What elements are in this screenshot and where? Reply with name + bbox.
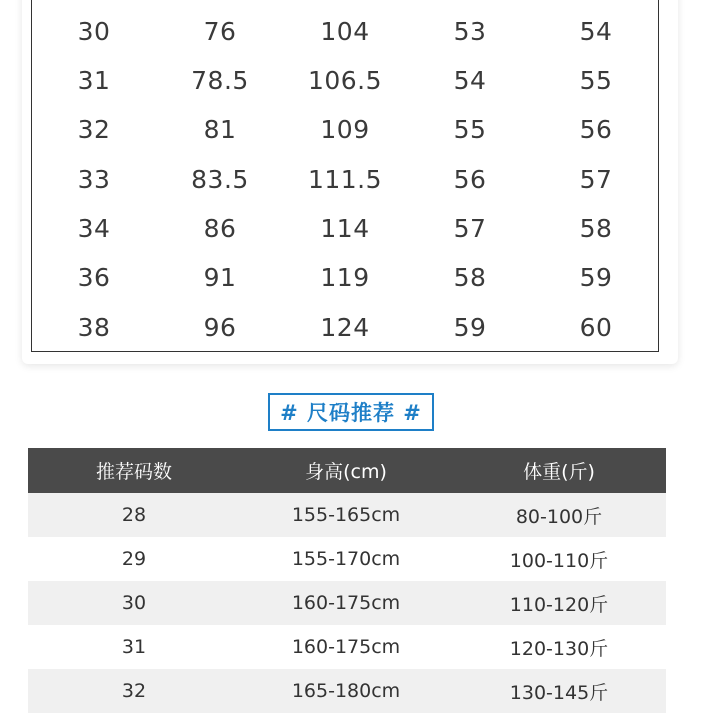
cell-size: 31 bbox=[121, 636, 147, 658]
size-cell: 57 bbox=[579, 165, 613, 194]
cell-height: 155-165cm bbox=[291, 504, 401, 526]
size-table-row bbox=[31, 56, 659, 105]
size-cell: 53 bbox=[453, 17, 487, 46]
size-cell: 119 bbox=[320, 263, 370, 292]
size-table-row bbox=[31, 303, 659, 352]
table-header-row bbox=[28, 448, 666, 493]
size-cell: 96 bbox=[203, 313, 237, 342]
size-cell: 83.5 bbox=[191, 165, 249, 194]
size-cell: 34 bbox=[77, 214, 111, 243]
size-cell: 91 bbox=[203, 263, 237, 292]
cell-size: 30 bbox=[121, 592, 147, 614]
cell-weight: 130-145斤 bbox=[509, 681, 609, 704]
size-cell: 114 bbox=[320, 214, 370, 243]
size-cell: 104 bbox=[320, 17, 370, 46]
column-header-size: 推荐码数 bbox=[95, 461, 172, 483]
column-header-weight: 体重(斤) bbox=[523, 461, 595, 483]
cell-height: 160-175cm bbox=[291, 636, 401, 658]
size-cell: 59 bbox=[579, 263, 613, 292]
table-row bbox=[28, 537, 666, 581]
size-cell: 76 bbox=[203, 17, 237, 46]
size-cell: 59 bbox=[453, 313, 487, 342]
size-recommendation-heading: # 尺码推荐 # bbox=[268, 393, 434, 431]
size-cell: 33 bbox=[77, 165, 111, 194]
cell-size: 28 bbox=[121, 504, 147, 526]
cell-size: 29 bbox=[121, 548, 147, 570]
size-cell: 30 bbox=[77, 17, 111, 46]
table-row bbox=[28, 581, 666, 625]
cell-height: 160-175cm bbox=[291, 592, 401, 614]
size-cell: 54 bbox=[579, 17, 613, 46]
size-cell: 56 bbox=[579, 115, 613, 144]
size-cell: 109 bbox=[320, 115, 370, 144]
size-table-row bbox=[31, 155, 659, 204]
size-cell: 38 bbox=[77, 313, 111, 342]
size-cell: 55 bbox=[453, 115, 487, 144]
size-cell: 78.5 bbox=[191, 66, 249, 95]
size-cell: 36 bbox=[77, 263, 111, 292]
cell-size: 32 bbox=[121, 680, 147, 702]
cell-weight: 80-100斤 bbox=[515, 505, 603, 528]
size-cell: 86 bbox=[203, 214, 237, 243]
size-table-row bbox=[31, 7, 659, 56]
size-cell: 60 bbox=[579, 313, 613, 342]
size-recommendation-table bbox=[28, 448, 666, 720]
cell-weight: 120-130斤 bbox=[509, 637, 609, 660]
size-cell: 81 bbox=[203, 115, 237, 144]
size-table-row bbox=[31, 204, 659, 253]
size-cell: 106.5 bbox=[307, 66, 383, 95]
size-cell: 54 bbox=[453, 66, 487, 95]
size-cell: 55 bbox=[579, 66, 613, 95]
table-row-partial bbox=[28, 713, 666, 720]
size-cell: 111.5 bbox=[307, 165, 383, 194]
size-cell: 32 bbox=[77, 115, 111, 144]
size-cell: 56 bbox=[453, 165, 487, 194]
cell-height: 155-170cm bbox=[291, 548, 401, 570]
column-header-height: 身高(cm) bbox=[305, 461, 387, 483]
size-cell: 57 bbox=[453, 214, 487, 243]
size-table-row bbox=[31, 105, 659, 154]
table-row bbox=[28, 669, 666, 713]
size-cell: 58 bbox=[579, 214, 613, 243]
size-table-row bbox=[31, 253, 659, 302]
size-cell: 31 bbox=[77, 66, 111, 95]
size-cell: 58 bbox=[453, 263, 487, 292]
size-cell: 124 bbox=[320, 313, 370, 342]
table-row bbox=[28, 493, 666, 537]
cell-weight: 110-120斤 bbox=[509, 593, 609, 616]
cell-weight: 100-110斤 bbox=[509, 549, 609, 572]
table-row bbox=[28, 625, 666, 669]
cell-height: 165-180cm bbox=[291, 680, 401, 702]
